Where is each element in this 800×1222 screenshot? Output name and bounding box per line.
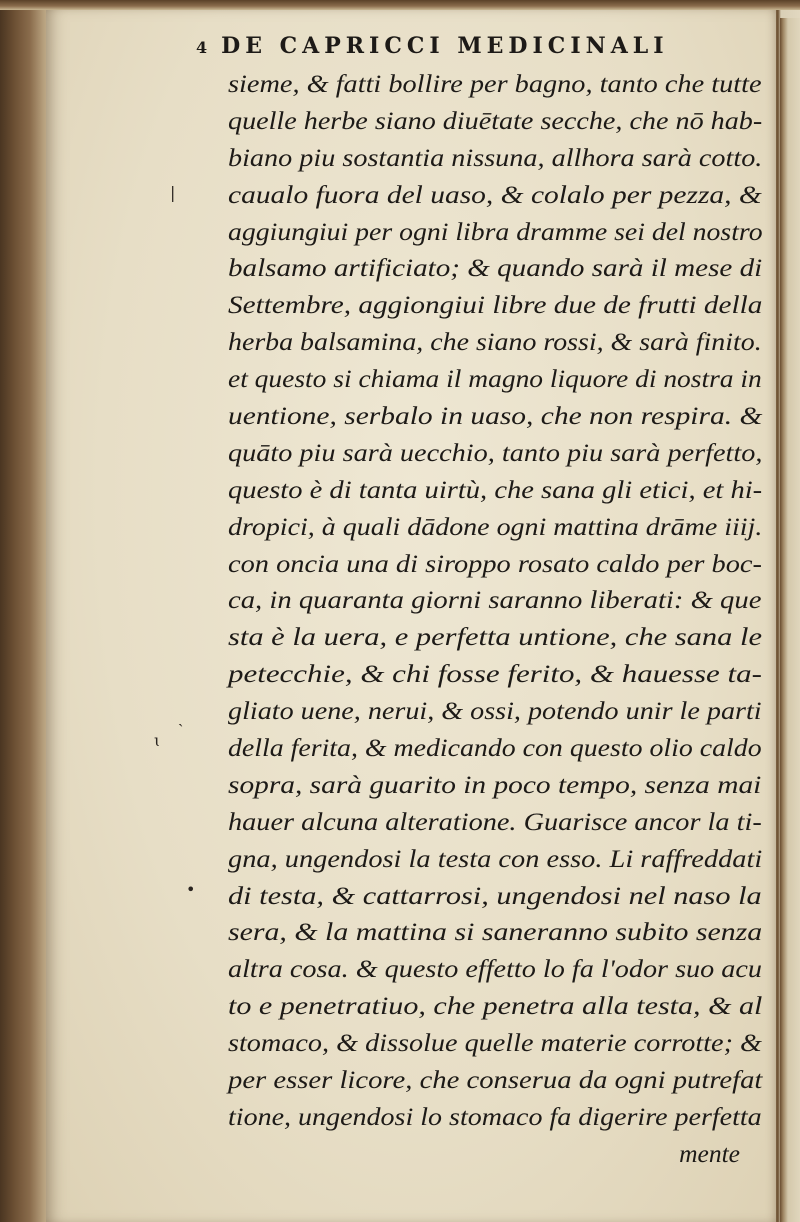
margin-mark: | [170,183,176,202]
text-line: herba balsamina, che siano rossi, & sarà finito. [228,327,762,357]
running-head [196,26,762,66]
text-line: balsamo artificiato; & quando sarà il mese di [228,253,763,283]
text-line: sera, & la mattina si saneranno subito senza [228,917,763,947]
text-line: quāto piu sarà uecchio, tanto piu sarà perfetto, [228,437,763,467]
margin-mark: • [186,880,196,899]
text-line: stomaco, & dissolue quelle materie corrotte; & [228,1028,762,1058]
text-line: con oncia una di siroppo rosato caldo per boc- [228,548,762,578]
text-line: questo è di tanta uirtù, che sana gli etici, et hi- [228,474,763,504]
text-line: aggiungiui per ogni libra dramme sei del nostro [228,216,763,246]
text-line: sopra, sarà guarito in poco tempo, senza mai [228,769,762,799]
catchword: mente [679,1138,740,1168]
text-line: dropici, à quali dādone ogni mattina drāme iiij. [228,511,763,541]
text-line: to e penetratiuo, che penetra alla testa, & al [228,991,763,1021]
text-line: della ferita, & medicando con questo olio caldo [228,733,762,763]
margin-mark: ɩ [154,731,161,750]
text-line: Settembre, aggiongiui libre due de frutti della [228,290,763,320]
text-line: petecchie, & chi fosse ferito, & hauesse ta- [228,659,762,689]
text-line: di testa, & cattarrosi, ungendosi nel naso la [228,880,762,910]
text-line: uentione, serbalo in uaso, che non respira. & [228,401,763,431]
text-line: sta è la uera, e perfetta untione, che sana le [228,622,763,652]
text-line: quelle herbe siano diuētate secche, che nō hab- [228,105,763,135]
text-line: caualo fuora del uaso, & colalo per pezza, & [228,179,762,209]
top-page-edge [0,0,800,10]
text-line: tione, ungendosi lo stomaco fa digerire perfetta [228,1101,762,1131]
margin-mark: ˎ [178,708,184,727]
text-line: ca, in quaranta giorni saranno liberati: & que [228,585,762,615]
running-head-title: DE CAPRICCI MEDICINALI [221,33,669,59]
text-line: hauer alcuna alteratione. Guarisce ancor la ti- [228,806,762,836]
text-line: gna, ungendosi la testa con esso. Li raffreddati [228,843,763,873]
text-line: altra cosa. & questo effetto lo fa l'odor suo acu [228,954,763,984]
text-block [182,26,762,1173]
text-line: sieme, & fatti bollire per bagno, tanto che tutte [228,69,762,98]
page-number: 4 [196,38,208,57]
text-line: per esser licore, che conserua da ogni putrefat [228,1065,763,1095]
text-line: gliato uene, nerui, & ossi, potendo unir le parti [228,696,762,726]
text-line: et questo si chiama il magno liquore di nostra in [228,364,762,394]
body-text [182,66,762,1173]
text-line: biano piu sostantia nissuna, allhora sarà cotto. [228,142,763,172]
